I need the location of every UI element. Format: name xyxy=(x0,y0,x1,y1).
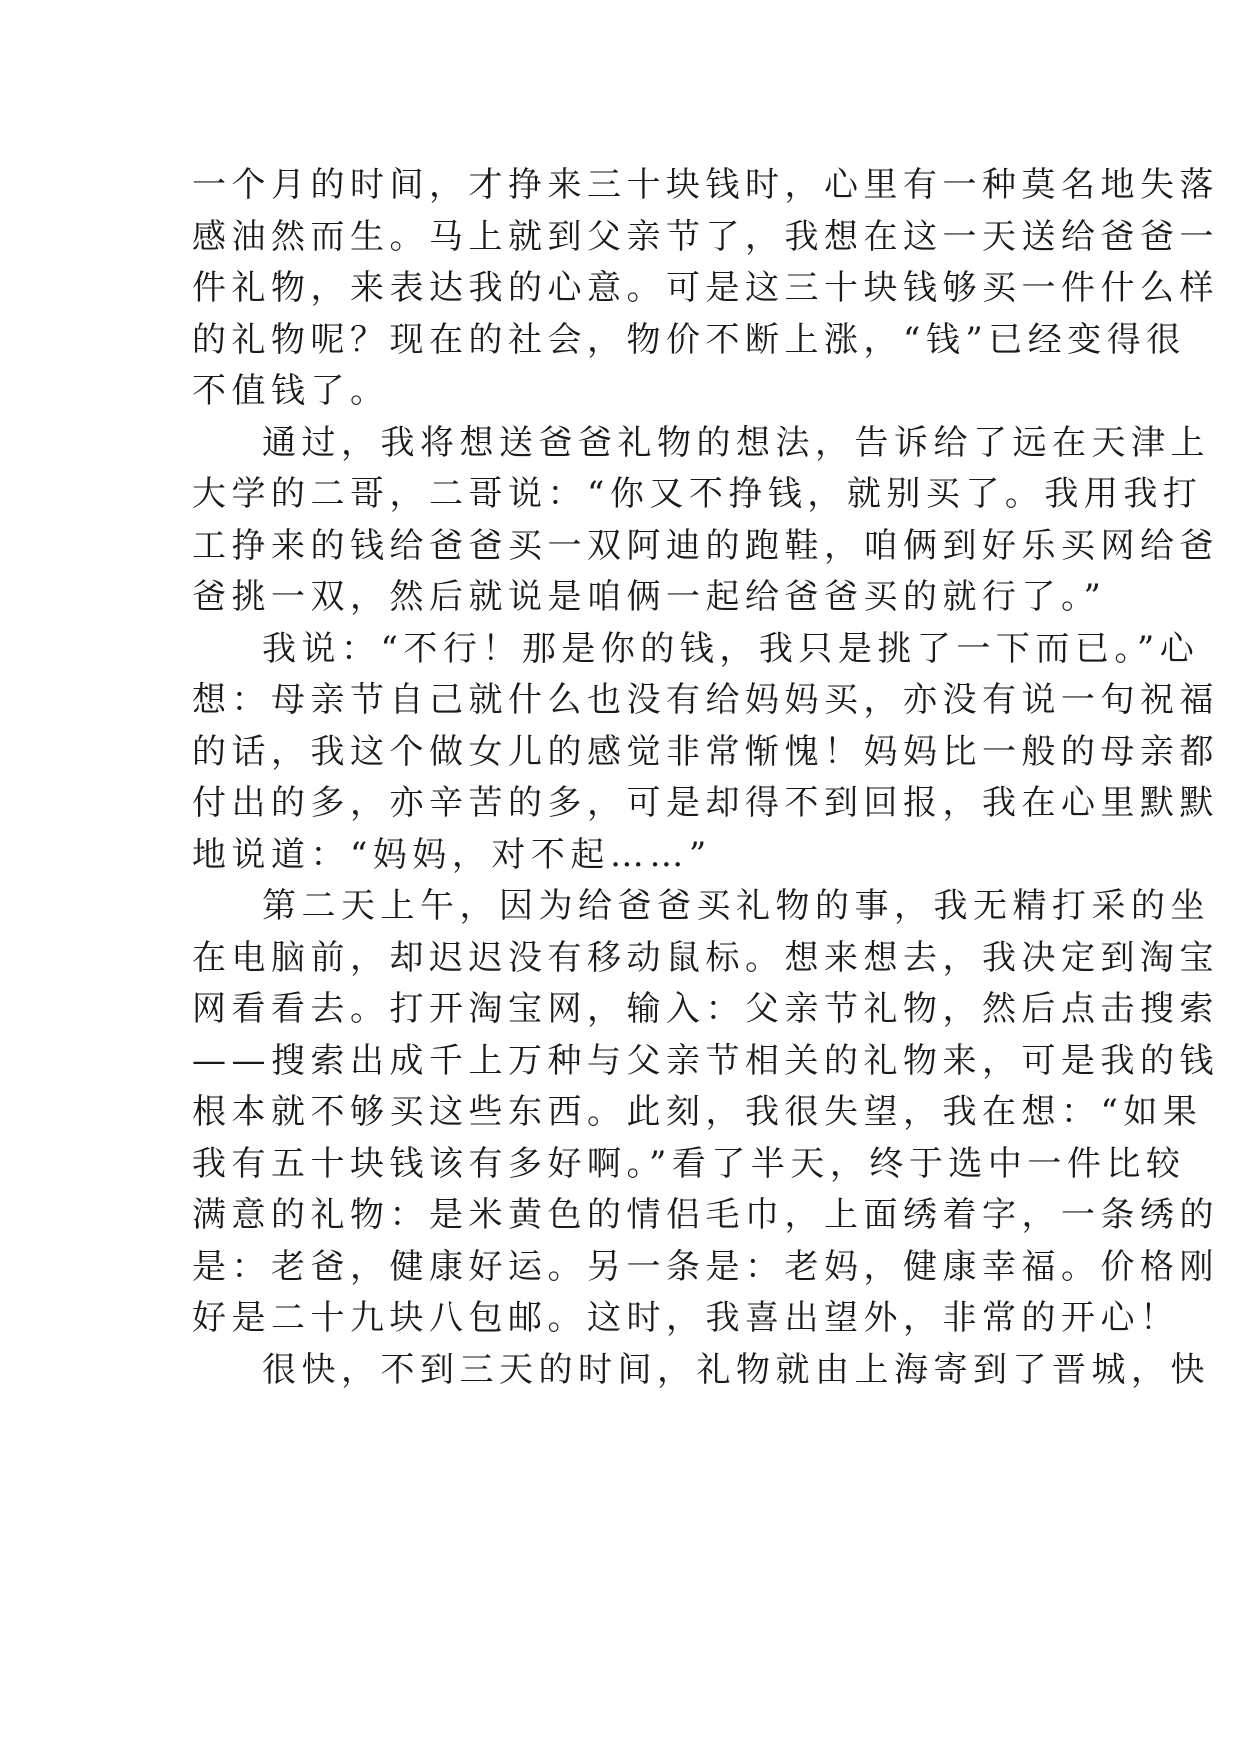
text-line: 根本就不够买这些东西。此刻，我很失望，我在想：“如果 xyxy=(192,1092,1203,1132)
text-line: 的礼物呢？现在的社会，物价不断上涨，“钱”已经变得很 xyxy=(192,319,1186,360)
text-line: 是：老爸，健康好运。另一条是：老妈，健康幸福。价格刚 xyxy=(192,1246,1219,1287)
text-line: 不值钱了。 xyxy=(192,371,390,411)
text-line: 在电脑前，却迟迟没有移动鼠标。想来想去，我决定到淘宝 xyxy=(192,937,1219,978)
paragraph-first-line: 第二天上午，因为给爸爸买礼物的事，我无精打采的坐 xyxy=(262,886,1210,926)
paragraph-first-line: 通过，我将想送爸爸礼物的想法，告诉给了远在天津上 xyxy=(262,422,1210,463)
text-line: 满意的礼物：是米黄色的情侣毛巾，上面绣着字，一条绣的 xyxy=(192,1195,1219,1235)
text-line: 大学的二哥，二哥说：“你又不挣钱，就别买了。我用我打 xyxy=(192,474,1203,514)
text-line: 我有五十块钱该有多好啊。”看了半天，终于选中一件比较 xyxy=(192,1143,1186,1184)
paragraph-first-line: 我说：“不行！那是你的钱，我只是挑了一下而已。”心 xyxy=(262,628,1200,669)
text-line: 地说道：“妈妈，对不起……” xyxy=(192,834,712,875)
text-line: 感油然而生。马上就到父亲节了，我想在这一天送给爸爸一 xyxy=(192,216,1219,257)
document-body xyxy=(192,160,1219,1396)
text-line: 付出的多，亦辛苦的多，可是却得不到回报，我在心里默默 xyxy=(192,783,1219,823)
text-line: 好是二十九块八包邮。这时，我喜出望外，非常的开心！ xyxy=(192,1298,1180,1338)
text-line: 想：母亲节自己就什么也没有给妈妈买，亦没有说一句祝福 xyxy=(192,680,1219,720)
text-line: 爸挑一双，然后就说是咱俩一起给爸爸买的就行了。” xyxy=(192,577,1107,617)
text-line: 工挣来的钱给爸爸买一双阿迪的跑鞋，咱俩到好乐买网给爸 xyxy=(192,525,1219,566)
text-line: 的话，我这个做女儿的感觉非常惭愧！妈妈比一般的母亲都 xyxy=(192,731,1219,772)
text-line: 网看看去。打开淘宝网，输入：父亲节礼物，然后点击搜索 xyxy=(192,989,1219,1029)
text-line: 一个月的时间，才挣来三十块钱时，心里有一种莫名地失落 xyxy=(192,165,1219,205)
text-line: ——搜索出成千上万种与父亲节相关的礼物来，可是我的钱 xyxy=(192,1040,1219,1081)
text-line: 件礼物，来表达我的心意。可是这三十块钱够买一件什么样 xyxy=(192,268,1219,308)
paragraph-first-line: 很快，不到三天的时间，礼物就由上海寄到了晋城，快 xyxy=(262,1349,1210,1390)
